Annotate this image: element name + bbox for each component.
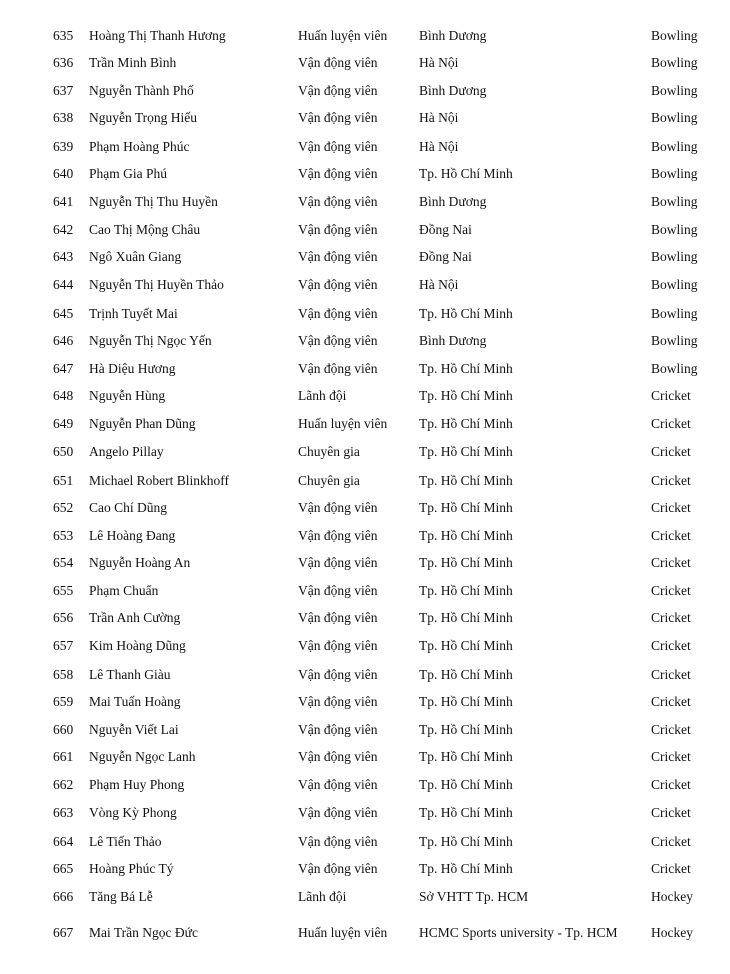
person-role: Vận động viên <box>298 306 378 321</box>
delegation-unit: Hà Nội <box>419 139 459 154</box>
person-role: Vận động viên <box>298 583 378 598</box>
person-name: Lê Tiến Thảo <box>89 834 162 849</box>
sport-name: Cricket <box>651 555 691 570</box>
person-name: Lê Thanh Giàu <box>89 667 171 682</box>
sport-name: Cricket <box>651 388 691 403</box>
row-number: 654 <box>53 555 74 570</box>
delegation-unit: Tp. Hồ Chí Minh <box>419 444 513 459</box>
row-number: 651 <box>53 473 74 488</box>
person-name: Hà Diệu Hương <box>89 361 176 376</box>
person-name: Nguyễn Thị Thu Huyền <box>89 194 218 209</box>
row-number: 642 <box>53 222 74 237</box>
delegation-unit: Bình Dương <box>419 194 487 209</box>
person-name: Hoàng Phúc Tý <box>89 861 174 876</box>
row-number: 636 <box>53 55 74 70</box>
table-row <box>0 664 730 686</box>
sport-name: Bowling <box>651 83 698 98</box>
person-role: Vận động viên <box>298 694 378 709</box>
person-name: Nguyễn Thị Ngọc Yến <box>89 333 212 348</box>
sport-name: Cricket <box>651 610 691 625</box>
person-role: Vận động viên <box>298 55 378 70</box>
delegation-unit: Tp. Hồ Chí Minh <box>419 388 513 403</box>
row-number: 659 <box>53 694 74 709</box>
sport-name: Cricket <box>651 500 691 515</box>
row-number: 653 <box>53 528 74 543</box>
table-row <box>0 922 730 944</box>
person-name: Trịnh Tuyết Mai <box>89 306 178 321</box>
row-number: 646 <box>53 333 74 348</box>
delegation-unit: Bình Dương <box>419 333 487 348</box>
sport-name: Bowling <box>651 306 698 321</box>
table-row <box>0 580 730 602</box>
delegation-unit: Tp. Hồ Chí Minh <box>419 416 513 431</box>
person-role: Vận động viên <box>298 249 378 264</box>
sport-name: Cricket <box>651 722 691 737</box>
sport-name: Cricket <box>651 638 691 653</box>
sport-name: Cricket <box>651 777 691 792</box>
sport-name: Bowling <box>651 28 698 43</box>
table-row <box>0 52 730 74</box>
person-role: Chuyên gia <box>298 473 360 488</box>
person-name: Vòng Kỳ Phong <box>89 805 177 820</box>
delegation-unit: Tp. Hồ Chí Minh <box>419 861 513 876</box>
sport-name: Cricket <box>651 416 691 431</box>
person-role: Vận động viên <box>298 500 378 515</box>
person-name: Phạm Gia Phú <box>89 166 168 181</box>
sport-name: Cricket <box>651 749 691 764</box>
person-name: Cao Chí Dũng <box>89 500 168 515</box>
table-row <box>0 191 730 213</box>
row-number: 638 <box>53 110 74 125</box>
table-row <box>0 358 730 380</box>
row-number: 639 <box>53 139 74 154</box>
delegation-unit: Tp. Hồ Chí Minh <box>419 166 513 181</box>
sport-name: Cricket <box>651 444 691 459</box>
person-role: Vận động viên <box>298 610 378 625</box>
table-row <box>0 691 730 713</box>
sport-name: Bowling <box>651 166 698 181</box>
person-name: Trần Anh Cường <box>89 610 181 625</box>
table-row <box>0 219 730 241</box>
delegation-unit: Tp. Hồ Chí Minh <box>419 834 513 849</box>
delegation-unit: Tp. Hồ Chí Minh <box>419 583 513 598</box>
person-role: Vận động viên <box>298 722 378 737</box>
person-name: Trần Minh Bình <box>89 55 177 70</box>
person-name: Tăng Bá Lễ <box>89 889 153 904</box>
row-number: 643 <box>53 249 74 264</box>
table-row <box>0 497 730 519</box>
table-row <box>0 25 730 47</box>
person-name: Nguyễn Thành Phố <box>89 83 194 98</box>
row-number: 660 <box>53 722 74 737</box>
sport-name: Bowling <box>651 333 698 348</box>
table-row <box>0 525 730 547</box>
row-number: 637 <box>53 83 74 98</box>
sport-name: Hockey <box>651 925 693 940</box>
person-role: Vận động viên <box>298 749 378 764</box>
person-name: Nguyễn Phan Dũng <box>89 416 196 431</box>
person-role: Lãnh đội <box>298 388 347 403</box>
person-role: Huấn luyện viên <box>298 925 388 940</box>
person-name: Angelo Pillay <box>89 444 164 459</box>
person-name: Phạm Huy Phong <box>89 777 185 792</box>
row-number: 648 <box>53 388 74 403</box>
row-number: 641 <box>53 194 74 209</box>
table-row <box>0 413 730 435</box>
table-row <box>0 470 730 492</box>
person-role: Vận động viên <box>298 555 378 570</box>
person-name: Phạm Hoàng Phúc <box>89 139 190 154</box>
table-row <box>0 136 730 158</box>
table-row <box>0 802 730 824</box>
table-row <box>0 330 730 352</box>
row-number: 658 <box>53 667 74 682</box>
delegation-unit: Tp. Hồ Chí Minh <box>419 306 513 321</box>
sport-name: Bowling <box>651 222 698 237</box>
person-role: Vận động viên <box>298 528 378 543</box>
person-role: Huấn luyện viên <box>298 28 388 43</box>
sport-name: Cricket <box>651 473 691 488</box>
table-row <box>0 774 730 796</box>
row-number: 644 <box>53 277 74 292</box>
delegation-unit: Tp. Hồ Chí Minh <box>419 500 513 515</box>
delegation-unit: Đồng Nai <box>419 249 472 264</box>
delegation-unit: Tp. Hồ Chí Minh <box>419 638 513 653</box>
table-row <box>0 858 730 880</box>
person-name: Mai Tuấn Hoàng <box>89 694 181 709</box>
person-name: Kim Hoàng Dũng <box>89 638 186 653</box>
person-role: Lãnh đội <box>298 889 347 904</box>
person-role: Vận động viên <box>298 361 378 376</box>
row-number: 652 <box>53 500 74 515</box>
sport-name: Bowling <box>651 110 698 125</box>
person-role: Vận động viên <box>298 110 378 125</box>
delegation-unit: Tp. Hồ Chí Minh <box>419 555 513 570</box>
person-name: Michael Robert Blinkhoff <box>89 473 229 488</box>
table-row <box>0 303 730 325</box>
person-role: Vận động viên <box>298 83 378 98</box>
person-name: Hoàng Thị Thanh Hương <box>89 28 226 43</box>
sport-name: Bowling <box>651 139 698 154</box>
table-row <box>0 441 730 463</box>
sport-name: Bowling <box>651 55 698 70</box>
sport-name: Cricket <box>651 528 691 543</box>
row-number: 662 <box>53 777 74 792</box>
delegation-unit: Bình Dương <box>419 28 487 43</box>
table-row <box>0 886 730 908</box>
person-role: Vận động viên <box>298 667 378 682</box>
row-number: 649 <box>53 416 74 431</box>
delegation-unit: Tp. Hồ Chí Minh <box>419 694 513 709</box>
person-name: Nguyễn Ngọc Lanh <box>89 749 196 764</box>
delegation-unit: Bình Dương <box>419 83 487 98</box>
delegation-unit: HCMC Sports university - Tp. HCM <box>419 925 618 940</box>
row-number: 665 <box>53 861 74 876</box>
row-number: 655 <box>53 583 74 598</box>
table-row <box>0 831 730 853</box>
delegation-unit: Tp. Hồ Chí Minh <box>419 361 513 376</box>
person-role: Huấn luyện viên <box>298 416 388 431</box>
person-role: Vận động viên <box>298 222 378 237</box>
delegation-unit: Tp. Hồ Chí Minh <box>419 722 513 737</box>
person-name: Nguyễn Thị Huyền Thảo <box>89 277 224 292</box>
person-name: Lê Hoàng Đang <box>89 528 176 543</box>
delegation-unit: Hà Nội <box>419 110 459 125</box>
sport-name: Cricket <box>651 861 691 876</box>
delegation-unit: Hà Nội <box>419 277 459 292</box>
person-role: Vận động viên <box>298 166 378 181</box>
sport-name: Bowling <box>651 361 698 376</box>
person-role: Vận động viên <box>298 805 378 820</box>
table-row <box>0 635 730 657</box>
row-number: 635 <box>53 28 74 43</box>
person-role: Vận động viên <box>298 638 378 653</box>
person-role: Vận động viên <box>298 834 378 849</box>
person-name: Mai Trần Ngọc Đức <box>89 925 198 940</box>
row-number: 640 <box>53 166 74 181</box>
table-row <box>0 80 730 102</box>
person-name: Nguyễn Trọng Hiếu <box>89 110 198 125</box>
table-row <box>0 746 730 768</box>
row-number: 666 <box>53 889 74 904</box>
sport-name: Cricket <box>651 667 691 682</box>
person-role: Vận động viên <box>298 333 378 348</box>
person-name: Nguyễn Viết Lai <box>89 722 179 737</box>
delegation-unit: Tp. Hồ Chí Minh <box>419 528 513 543</box>
sport-name: Bowling <box>651 277 698 292</box>
person-name: Ngô Xuân Giang <box>89 249 182 264</box>
person-role: Vận động viên <box>298 194 378 209</box>
table-row <box>0 607 730 629</box>
delegation-unit: Tp. Hồ Chí Minh <box>419 610 513 625</box>
person-role: Chuyên gia <box>298 444 360 459</box>
delegation-unit: Đồng Nai <box>419 222 472 237</box>
delegation-unit: Hà Nội <box>419 55 459 70</box>
row-number: 663 <box>53 805 74 820</box>
delegation-unit: Tp. Hồ Chí Minh <box>419 667 513 682</box>
row-number: 661 <box>53 749 74 764</box>
row-number: 667 <box>53 925 74 940</box>
person-role: Vận động viên <box>298 139 378 154</box>
table-row <box>0 719 730 741</box>
table-row <box>0 385 730 407</box>
delegation-unit: Tp. Hồ Chí Minh <box>419 473 513 488</box>
row-number: 664 <box>53 834 74 849</box>
delegation-unit: Tp. Hồ Chí Minh <box>419 805 513 820</box>
sport-name: Cricket <box>651 834 691 849</box>
row-number: 650 <box>53 444 74 459</box>
row-number: 656 <box>53 610 74 625</box>
table-row <box>0 163 730 185</box>
delegation-unit: Tp. Hồ Chí Minh <box>419 777 513 792</box>
sport-name: Cricket <box>651 694 691 709</box>
person-name: Nguyễn Hoàng An <box>89 555 191 570</box>
row-number: 647 <box>53 361 74 376</box>
person-role: Vận động viên <box>298 861 378 876</box>
person-name: Phạm Chuẩn <box>89 583 159 598</box>
table-row <box>0 552 730 574</box>
sport-name: Bowling <box>651 249 698 264</box>
sport-name: Hockey <box>651 889 693 904</box>
row-number: 657 <box>53 638 74 653</box>
row-number: 645 <box>53 306 74 321</box>
delegation-unit: Tp. Hồ Chí Minh <box>419 749 513 764</box>
person-name: Nguyễn Hùng <box>89 388 166 403</box>
sport-name: Cricket <box>651 805 691 820</box>
table-row <box>0 274 730 296</box>
table-row <box>0 107 730 129</box>
sport-name: Cricket <box>651 583 691 598</box>
table-row <box>0 246 730 268</box>
person-name: Cao Thị Mộng Châu <box>89 222 201 237</box>
sport-name: Bowling <box>651 194 698 209</box>
delegation-unit: Sở VHTT Tp. HCM <box>419 889 529 904</box>
person-role: Vận động viên <box>298 777 378 792</box>
person-role: Vận động viên <box>298 277 378 292</box>
